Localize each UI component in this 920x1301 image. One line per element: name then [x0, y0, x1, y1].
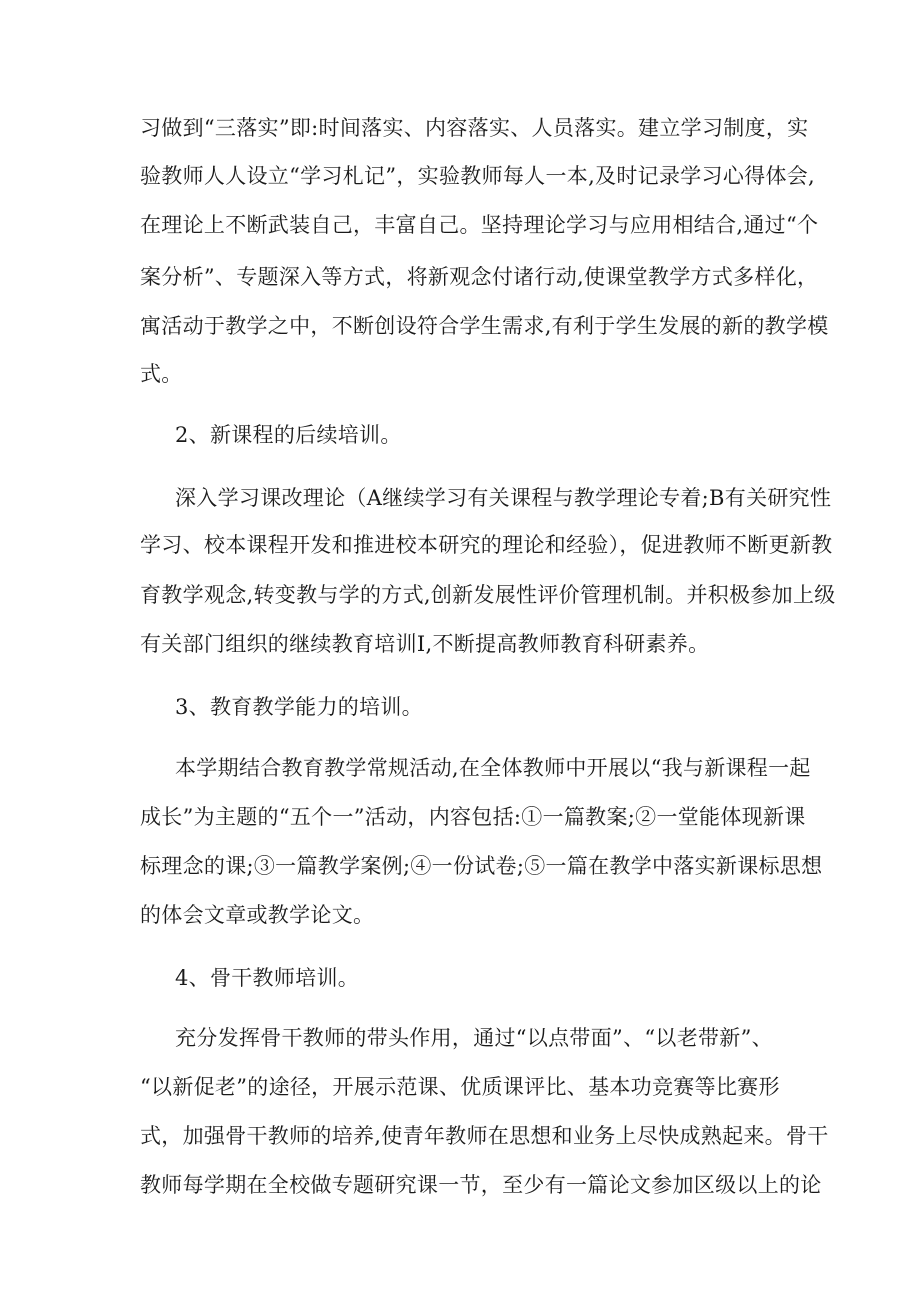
paragraph-3-line-3: 标理念的课;③一篇教学案例;④一份试卷;⑤一篇在教学中落实新课标思想 [140, 854, 823, 878]
paragraph-2-line-2: 学习、校本课程开发和推进校本研究的理论和经验），促进教师不断更新教 [140, 533, 833, 557]
paragraph-1-line-6: 式。 [140, 362, 183, 386]
paragraph-2-line-4: 有关部门组织的继续教育培训I,不断提高教师教育科研素养。 [140, 632, 710, 656]
paragraph-1-line-3: 在理论上不断武装自己，丰富自己。坚持理论学习与应用相结合,通过“个 [140, 213, 819, 237]
paragraph-4-line-1: 充分发挥骨干教师的带头作用，通过“以点带面”、“以老带新”、 [175, 1026, 773, 1050]
paragraph-1-line-5: 寓活动于教学之中，不断创设符合学生需求,有利于学生发展的新的教学模 [140, 314, 829, 338]
paragraph-3-line-4: 的体会文章或教学论文。 [140, 903, 375, 927]
section-heading-3: 3、教育教学能力的培训。 [175, 695, 423, 719]
paragraph-3-line-2: 成长”为主题的“五个一”活动，内容包括:①一篇教案;②一堂能体现新课 [140, 805, 806, 829]
section-heading-2: 2、新课程的后续培训。 [175, 423, 402, 447]
paragraph-1-line-2: 验教师人人设立“学习札记”，实验教师每人一本,及时记录学习心得体会, [140, 164, 816, 188]
paragraph-1-line-4: 案分析”、专题深入等方式，将新观念付诸行动,使课堂教学方式多样化， [140, 265, 819, 289]
paragraph-4-line-2: “以新促老”的途径，开展示范课、优质课评比、基本功竞赛等比赛形 [140, 1075, 780, 1099]
paragraph-1-line-1: 习做到“三落实”即:时间落实、内容落实、人员落实。建立学习制度，实 [140, 116, 809, 140]
paragraph-2-line-3: 育教学观念,转变教与学的方式,创新发展性评价管理机制。并积极参加上级 [140, 583, 836, 607]
paragraph-4-line-3: 式，加强骨干教师的培养,使青年教师在思想和业务上尽快成熟起来。骨干 [140, 1124, 829, 1148]
paragraph-2-line-1: 深入学习课改理论（A继续学习有关课程与教学理论专着;B有关研究性 [175, 486, 832, 510]
paragraph-3-line-1: 本学期结合教育教学常规活动,在全体教师中开展以“我与新课程一起 [175, 756, 811, 780]
section-heading-4: 4、骨干教师培训。 [175, 966, 360, 990]
paragraph-4-line-4: 教师每学期在全校做专题研究课一节，至少有一篇论文参加区级以上的论 [140, 1173, 822, 1197]
